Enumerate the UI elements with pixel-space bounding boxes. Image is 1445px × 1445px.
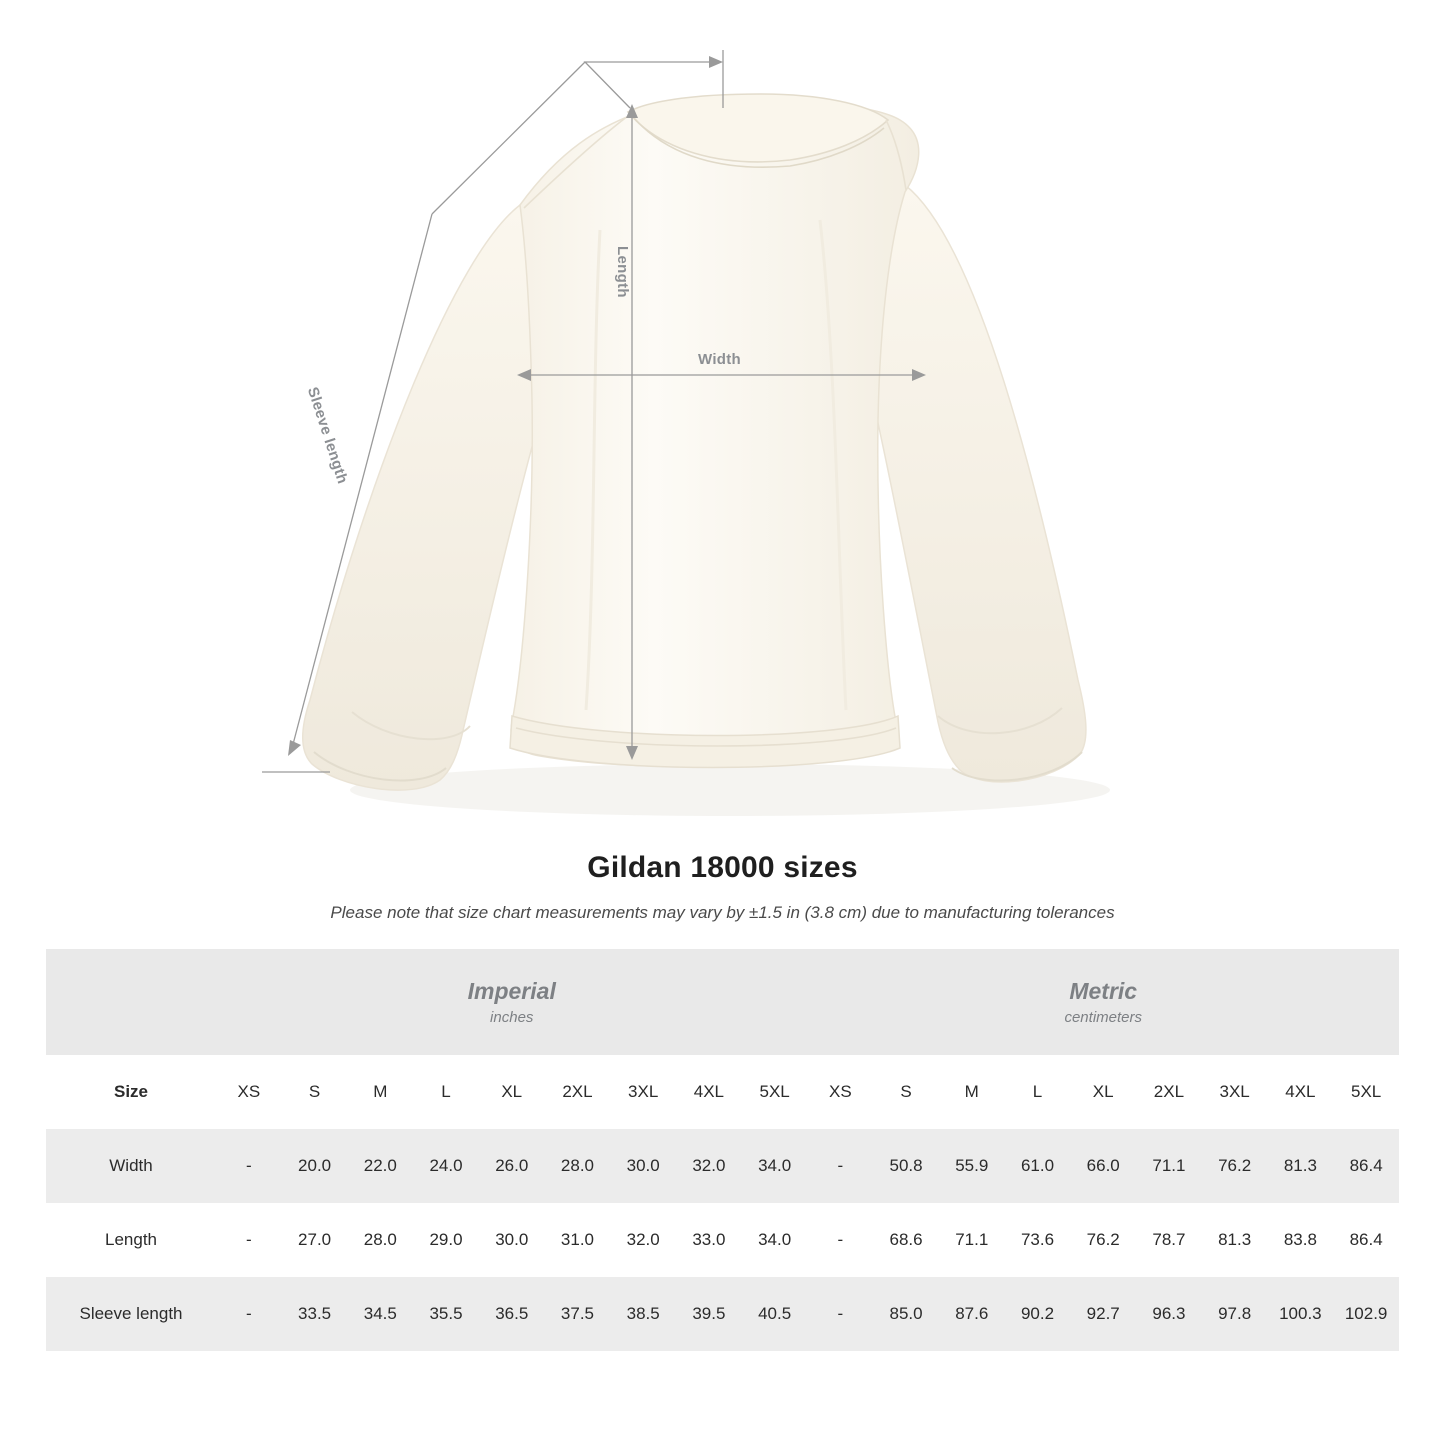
metric-system-label: Metric xyxy=(1069,978,1138,1005)
cell-length-metric-3xl: 81.3 xyxy=(1202,1203,1268,1277)
size-header-imperial-m: M xyxy=(347,1055,413,1129)
cell-width-metric-2xl: 71.1 xyxy=(1136,1129,1202,1203)
cell-sleeve-metric-4xl: 100.3 xyxy=(1268,1277,1334,1351)
cell-length-metric-l: 73.6 xyxy=(1005,1203,1071,1277)
cell-sleeve-metric-s: 85.0 xyxy=(873,1277,939,1351)
corner-blank-cell xyxy=(46,949,216,1055)
row-label-length: Length xyxy=(46,1203,216,1277)
cell-width-imperial-s: 20.0 xyxy=(282,1129,348,1203)
sleeve-length-dimension-label: Sleeve length xyxy=(303,385,352,486)
size-header-metric-xl: XL xyxy=(1070,1055,1136,1129)
cell-sleeve-metric-3xl: 97.8 xyxy=(1202,1277,1268,1351)
size-header-metric-3xl: 3XL xyxy=(1202,1055,1268,1129)
cell-length-metric-xl: 76.2 xyxy=(1070,1203,1136,1277)
cell-width-metric-s: 50.8 xyxy=(873,1129,939,1203)
cell-length-metric-s: 68.6 xyxy=(873,1203,939,1277)
cell-sleeve-metric-2xl: 96.3 xyxy=(1136,1277,1202,1351)
size-header-metric-m: M xyxy=(939,1055,1005,1129)
page-title: Gildan 18000 sizes xyxy=(587,851,858,884)
cell-width-imperial-m: 22.0 xyxy=(347,1129,413,1203)
cell-sleeve-imperial-5xl: 40.5 xyxy=(742,1277,808,1351)
size-header-metric-5xl: 5XL xyxy=(1333,1055,1399,1129)
size-table xyxy=(46,949,1399,1351)
cell-sleeve-imperial-s: 33.5 xyxy=(282,1277,348,1351)
cell-sleeve-imperial-l: 35.5 xyxy=(413,1277,479,1351)
cell-length-imperial-2xl: 31.0 xyxy=(545,1203,611,1277)
length-dimension-label: Length xyxy=(614,246,631,298)
cell-width-metric-m: 55.9 xyxy=(939,1129,1005,1203)
table-row xyxy=(46,1277,1399,1351)
size-header-imperial-4xl: 4XL xyxy=(676,1055,742,1129)
cell-width-metric-l: 61.0 xyxy=(1005,1129,1071,1203)
size-table-wrapper xyxy=(0,949,1445,1351)
cell-length-imperial-s: 27.0 xyxy=(282,1203,348,1277)
imperial-unit-label: inches xyxy=(490,1008,534,1026)
tolerance-note: Please note that size chart measurements may vary by ±1.5 in (3.8 cm) due to manufacturing tolerances xyxy=(330,903,1115,922)
cell-sleeve-metric-xs: - xyxy=(807,1277,873,1351)
cell-sleeve-imperial-3xl: 38.5 xyxy=(610,1277,676,1351)
size-header-imperial-l: L xyxy=(413,1055,479,1129)
cell-sleeve-imperial-4xl: 39.5 xyxy=(676,1277,742,1351)
cell-length-imperial-xl: 30.0 xyxy=(479,1203,545,1277)
cell-width-metric-xl: 66.0 xyxy=(1070,1129,1136,1203)
width-dimension-label: Width xyxy=(698,351,742,368)
size-header-metric-4xl: 4XL xyxy=(1268,1055,1334,1129)
cell-width-metric-5xl: 86.4 xyxy=(1333,1129,1399,1203)
size-header-metric-l: L xyxy=(1005,1055,1071,1129)
size-header-imperial-2xl: 2XL xyxy=(545,1055,611,1129)
cell-width-imperial-l: 24.0 xyxy=(413,1129,479,1203)
cell-sleeve-imperial-2xl: 37.5 xyxy=(545,1277,611,1351)
cell-sleeve-imperial-xs: - xyxy=(216,1277,282,1351)
table-row xyxy=(46,1129,1399,1203)
cell-width-imperial-3xl: 30.0 xyxy=(610,1129,676,1203)
cell-width-imperial-xl: 26.0 xyxy=(479,1129,545,1203)
cell-length-imperial-3xl: 32.0 xyxy=(610,1203,676,1277)
unit-system-header-row xyxy=(46,949,1399,1055)
cell-width-imperial-4xl: 32.0 xyxy=(676,1129,742,1203)
cell-sleeve-metric-xl: 92.7 xyxy=(1070,1277,1136,1351)
cell-length-imperial-5xl: 34.0 xyxy=(742,1203,808,1277)
cell-length-metric-m: 71.1 xyxy=(939,1203,1005,1277)
cell-length-metric-xs: - xyxy=(807,1203,873,1277)
cell-sleeve-imperial-m: 34.5 xyxy=(347,1277,413,1351)
size-header-metric-s: S xyxy=(873,1055,939,1129)
row-label-sleeve-length: Sleeve length xyxy=(46,1277,216,1351)
row-label-width: Width xyxy=(46,1129,216,1203)
size-header-imperial-xl: XL xyxy=(479,1055,545,1129)
chart-heading xyxy=(0,851,1445,923)
imperial-system-label: Imperial xyxy=(467,978,556,1005)
table-row xyxy=(46,1203,1399,1277)
cell-width-imperial-xs: - xyxy=(216,1129,282,1203)
metric-unit-label: centimeters xyxy=(1064,1008,1142,1026)
size-header-imperial-3xl: 3XL xyxy=(610,1055,676,1129)
cell-width-metric-3xl: 76.2 xyxy=(1202,1129,1268,1203)
size-header-imperial-s: S xyxy=(282,1055,348,1129)
size-header-cell: Size xyxy=(46,1055,216,1129)
cell-length-imperial-l: 29.0 xyxy=(413,1203,479,1277)
cell-length-metric-4xl: 83.8 xyxy=(1268,1203,1334,1277)
cell-width-imperial-5xl: 34.0 xyxy=(742,1129,808,1203)
cell-length-metric-5xl: 86.4 xyxy=(1333,1203,1399,1277)
size-header-metric-2xl: 2XL xyxy=(1136,1055,1202,1129)
cell-length-imperial-xs: - xyxy=(216,1203,282,1277)
cell-sleeve-metric-5xl: 102.9 xyxy=(1333,1277,1399,1351)
cell-sleeve-metric-l: 90.2 xyxy=(1005,1277,1071,1351)
imperial-group-header xyxy=(216,949,807,1055)
size-header-imperial-xs: XS xyxy=(216,1055,282,1129)
cell-width-metric-xs: - xyxy=(807,1129,873,1203)
cell-length-metric-2xl: 78.7 xyxy=(1136,1203,1202,1277)
metric-group-header xyxy=(807,949,1399,1055)
cell-width-imperial-2xl: 28.0 xyxy=(545,1129,611,1203)
size-header-metric-xs: XS xyxy=(807,1055,873,1129)
cell-sleeve-metric-m: 87.6 xyxy=(939,1277,1005,1351)
cell-width-metric-4xl: 81.3 xyxy=(1268,1129,1334,1203)
cell-length-imperial-m: 28.0 xyxy=(347,1203,413,1277)
cell-sleeve-imperial-xl: 36.5 xyxy=(479,1277,545,1351)
cell-length-imperial-4xl: 33.0 xyxy=(676,1203,742,1277)
size-header-row xyxy=(46,1055,1399,1129)
size-header-imperial-5xl: 5XL xyxy=(742,1055,808,1129)
